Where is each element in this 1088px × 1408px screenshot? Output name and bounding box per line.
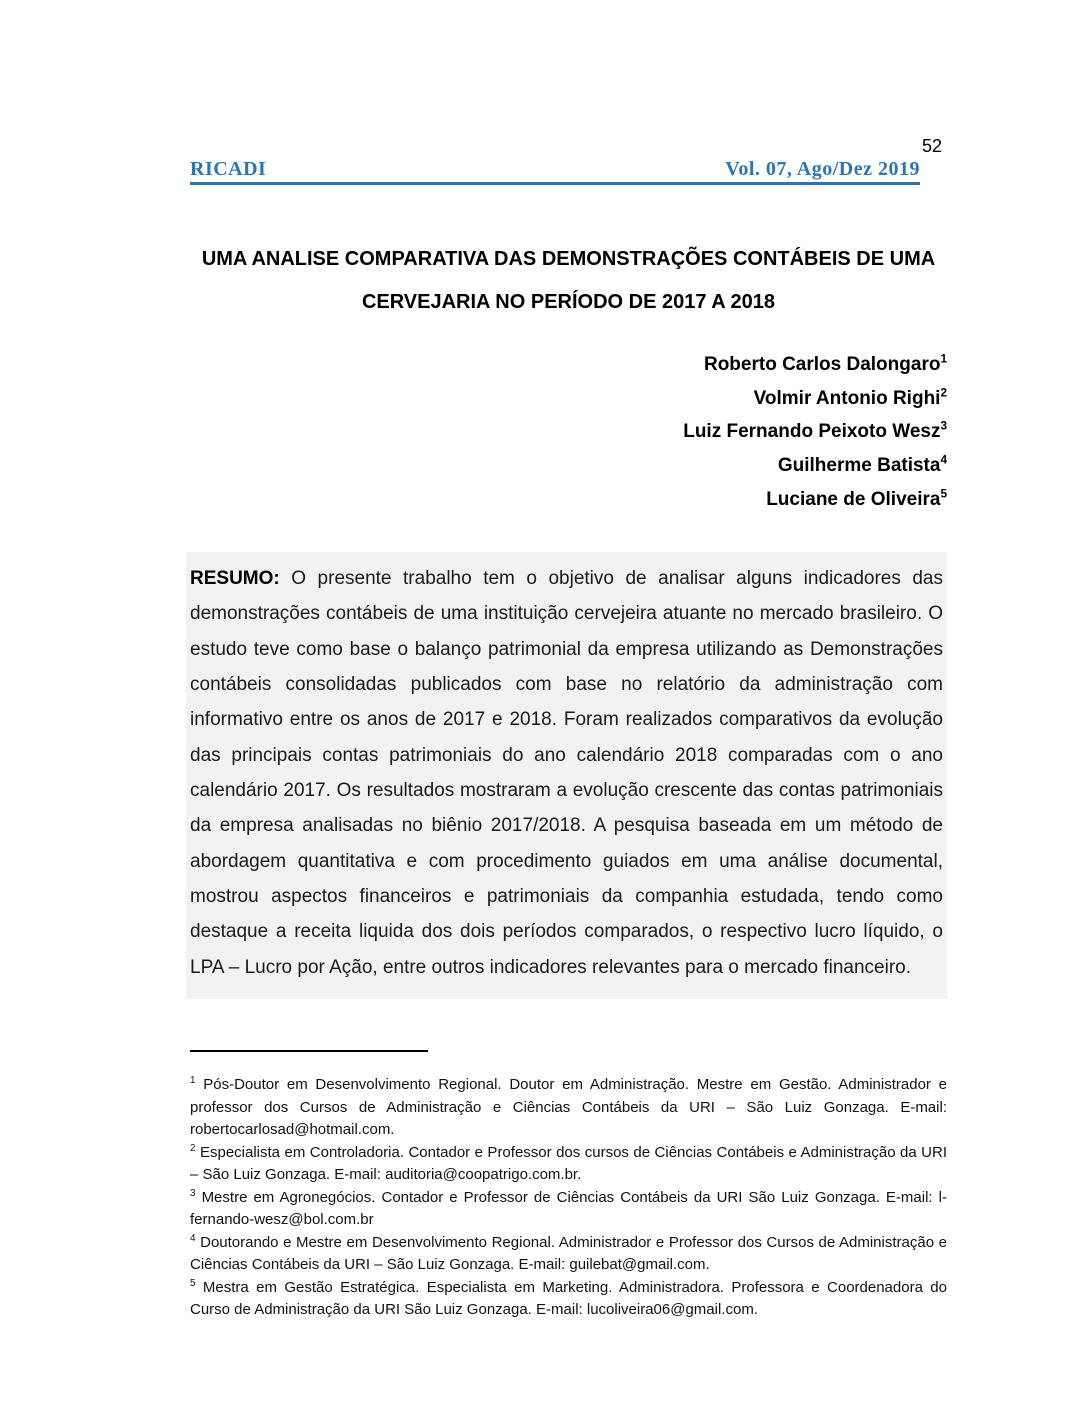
page-number: 52 xyxy=(921,136,942,156)
author-line xyxy=(190,415,947,449)
journal-name: RICADI xyxy=(190,158,267,180)
author-footnote-ref: 3 xyxy=(940,419,947,433)
journal-header xyxy=(190,158,920,185)
footnote xyxy=(190,1142,947,1187)
footnote-separator xyxy=(190,1050,428,1052)
footnote xyxy=(190,1277,947,1322)
footnote-marker: 4 xyxy=(190,1232,196,1244)
author-name: Luiz Fernando Peixoto Wesz xyxy=(683,421,941,443)
footnote-marker: 2 xyxy=(190,1142,196,1154)
footnote-marker: 3 xyxy=(190,1187,196,1199)
footnote xyxy=(190,1074,947,1142)
author-name: Volmir Antonio Righi xyxy=(753,387,941,409)
footnote-text: Doutorando e Mestre em Desenvolvimento Regional. Administrador e Professor dos Cursos de Administração e Ciências Contábeis da URI – São Luiz Gonzaga. E-mail: guilebat@gmail.com. xyxy=(190,1233,947,1273)
footnote-text: Mestra em Gestão Estratégica. Especialista em Marketing. Administradora. Professora e Coordenadora do Curso de Administração da URI São Luiz Gonzaga. E-mail: lucoliveira06@gmail.com. xyxy=(190,1278,947,1318)
abstract-label: RESUMO: xyxy=(190,568,280,589)
footnote xyxy=(190,1232,947,1277)
paper-title: UMA ANALISE COMPARATIVA DAS DEMONSTRAÇÕES CONTÁBEIS DE UMA CERVEJARIA NO PERÍODO DE 2017 A 2018 xyxy=(201,248,936,313)
footnote xyxy=(190,1187,947,1232)
author-name: Roberto Carlos Dalongaro xyxy=(703,354,941,375)
author-line xyxy=(190,483,947,517)
author-line xyxy=(190,382,947,416)
author-name: Luciane de Oliveira xyxy=(766,488,941,510)
abstract-block xyxy=(186,552,947,999)
footnote-text: Especialista em Controladoria. Contador e Professor dos cursos de Ciências Contábeis e Administração da URI – São Luiz Gonzaga. E-mail: auditoria@coopatrigo.com.br. xyxy=(190,1143,947,1183)
footnote-marker: 5 xyxy=(190,1277,196,1289)
author-list xyxy=(190,348,947,516)
footnote-text: Mestre em Agronegócios. Contador e Professor de Ciências Contábeis da URI São Luiz Gonzaga. E-mail: l-fernando-wesz@bol.com.br xyxy=(190,1188,947,1228)
author-line xyxy=(190,449,947,483)
author-footnote-ref: 5 xyxy=(940,487,947,501)
author-footnote-ref: 4 xyxy=(940,453,947,467)
author-name: Guilherme Batista xyxy=(777,454,941,476)
author-footnote-ref: 1 xyxy=(940,352,947,366)
author-footnote-ref: 2 xyxy=(940,386,947,400)
footnotes xyxy=(190,1074,947,1322)
journal-issue: Vol. 07, Ago/Dez 2019 xyxy=(725,158,920,180)
abstract-text: O presente trabalho tem o objetivo de analisar alguns indicadores das demonstrações contábeis de uma instituição cervejeira atuante no mercado brasileiro. O estudo teve como base o balanço patrimonial da empresa utilizando as Demonstrações contábeis consolidadas publicados com base no relatório da administração com informativo entre os anos de 2017 e 2018. Foram realizados comparativos da evolução das principais contas patrimoniais do ano calendário 2018 comparadas com o ano calendário 2017. Os resultados mostraram a evolução crescente das contas patrimoniais da empresa analisadas no biênio 2017/2018. A pesquisa baseada em um método de abordagem quantitativa e com procedimento guiados em uma análise documental, mostrou aspectos financeiros e patrimoniais da companhia estudada, tendo como destaque a receita liquida dos dois períodos comparados, o respectivo lucro líquido, o LPA – Lucro por Ação, entre outros indicadores relevantes para o mercado financeiro. xyxy=(190,568,943,978)
footnote-text: Pós-Doutor em Desenvolvimento Regional. Doutor em Administração. Mestre em Gestão. Administrador e professor dos Cursos de Administração e Ciências Contábeis da URI – São Luiz Gonzaga. E-mail: robertocarlosad@hotmail.com. xyxy=(190,1076,947,1138)
footnote-marker: 1 xyxy=(190,1075,196,1086)
author-line xyxy=(190,348,947,382)
